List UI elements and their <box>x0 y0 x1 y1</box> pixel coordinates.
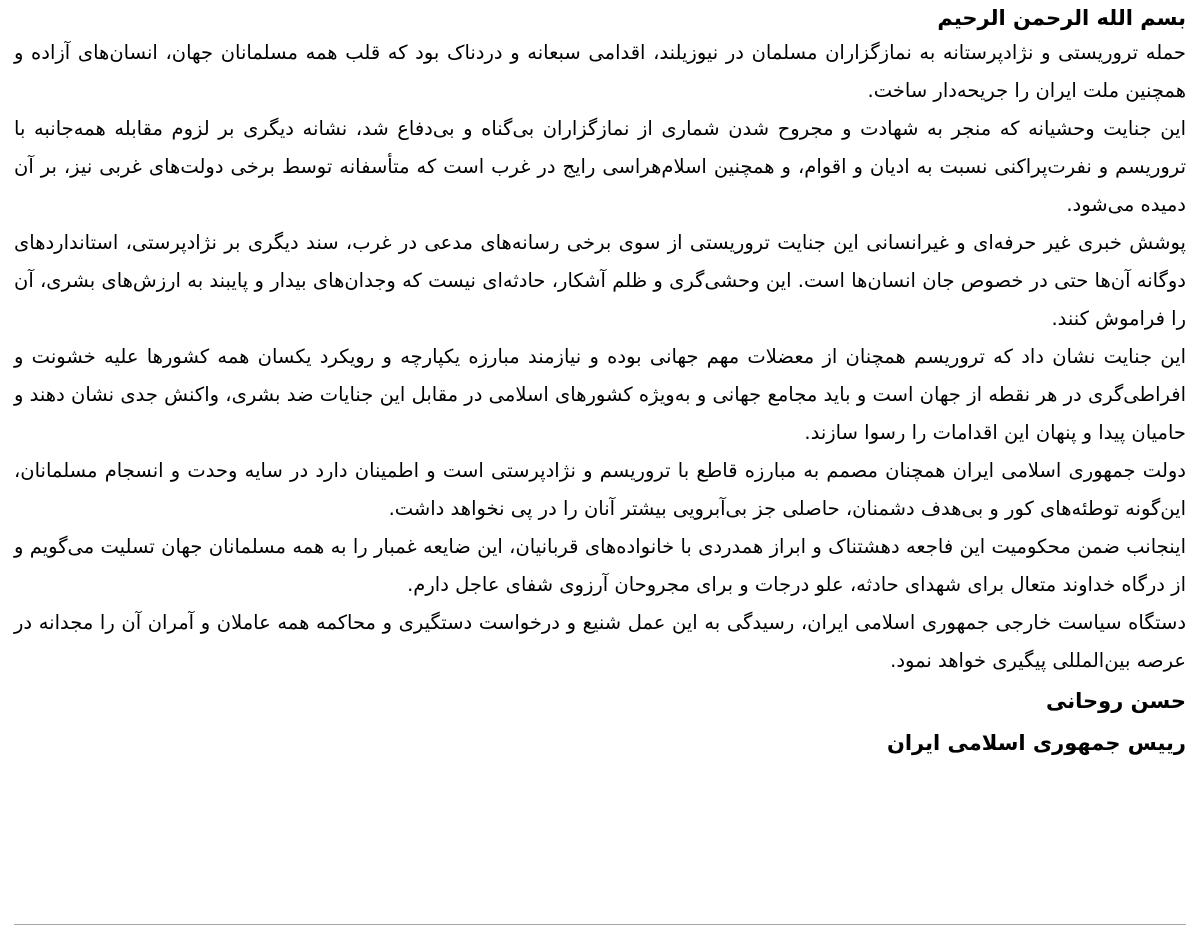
paragraph-6: اینجانب ضمن محکومیت این فاجعه دهشتناک و ابراز همدردی با خانواده‌های قربانیان، این ضایعه غمبار را به همه مسلمانان جهان تسلیت می‌گویم و از درگاه خداوند متعال برای شهدای حادثه، علو درجات و برای مجروحان آرزوی شفای عاجل دارم. <box>14 535 1186 596</box>
signature-name: حسن روحانی <box>1045 689 1186 713</box>
bottom-divider <box>14 924 1186 925</box>
paragraph-1: حمله تروریستی و نژادپرستانه به نمازگزاران مسلمان در نیوزیلند، اقدامی سبعانه و دردناک بود که قلب همه مسلمانان جهان، انسان‌های آزاده و همچنین ملت ایران را جریحه‌دار ساخت. <box>14 41 1186 102</box>
paragraph-7: دستگاه سیاست خارجی جمهوری اسلامی ایران، رسیدگی به این عمل شنیع و درخواست دستگیری و محاکمه همه عاملان و آمران آن را مجدانه در عرصه بین‌المللی پیگیری خواهد نمود. <box>14 611 1186 672</box>
paragraph-5: دولت جمهوری اسلامی ایران همچنان مصمم به مبارزه قاطع با تروریسم و نژادپرستی است و اطمینان دارد در سایه وحدت و انسجام مسلمانان، این‌گونه توطئه‌های کور و بی‌هدف دشمنان، حاصلی جز بی‌آبرویی بیشتر آنان را در پی نخواهد داشت. <box>14 459 1186 520</box>
statement-document <box>14 0 1186 764</box>
document-heading: بسم الله الرحمن الرحیم <box>937 6 1186 30</box>
paragraph-4: این جنایت نشان داد که تروریسم همچنان از معضلات مهم جهانی بوده و نیازمند مبارزه یکپارچه و رویکرد یکسان همه کشورها علیه خشونت و افراطی‌گری در هر نقطه از جهان است و باید مجامع جهانی و به‌ویژه کشورهای اسلامی در مقابل این جنایات ضد بشری، واکنش جدی نشان دهند و حامیان پیدا و پنهان این اقدامات را رسوا سازند. <box>14 345 1186 444</box>
signature-title: رییس جمهوری اسلامی ایران <box>886 731 1186 755</box>
paragraph-2: این جنایت وحشیانه که منجر به شهادت و مجروح شدن شماری از نمازگزاران بی‌گناه و بی‌دفاع شد، نشانه دیگری بر لزوم مقابله همه‌جانبه با تروریسم و نفرت‌پراکنی نسبت به ادیان و اقوام، و همچنین اسلام‌هراسی رایج در غرب است که متأسفانه توسط برخی دولت‌های غربی نیز، بر آن دمیده می‌شود. <box>14 117 1186 216</box>
paragraph-3: پوشش خبری غیر حرفه‌ای و غیرانسانی این جنایت تروریستی از سوی برخی رسانه‌های مدعی در غرب، سند دیگری بر نژادپرستی، استانداردهای دوگانه آن‌ها حتی در خصوص جان انسان‌ها است. این وحشی‌گری و ظلم آشکار، حادثه‌ای نیست که وجدان‌های بیدار و پایبند به ارزش‌های بشری، آن را فراموش کنند. <box>14 231 1186 330</box>
